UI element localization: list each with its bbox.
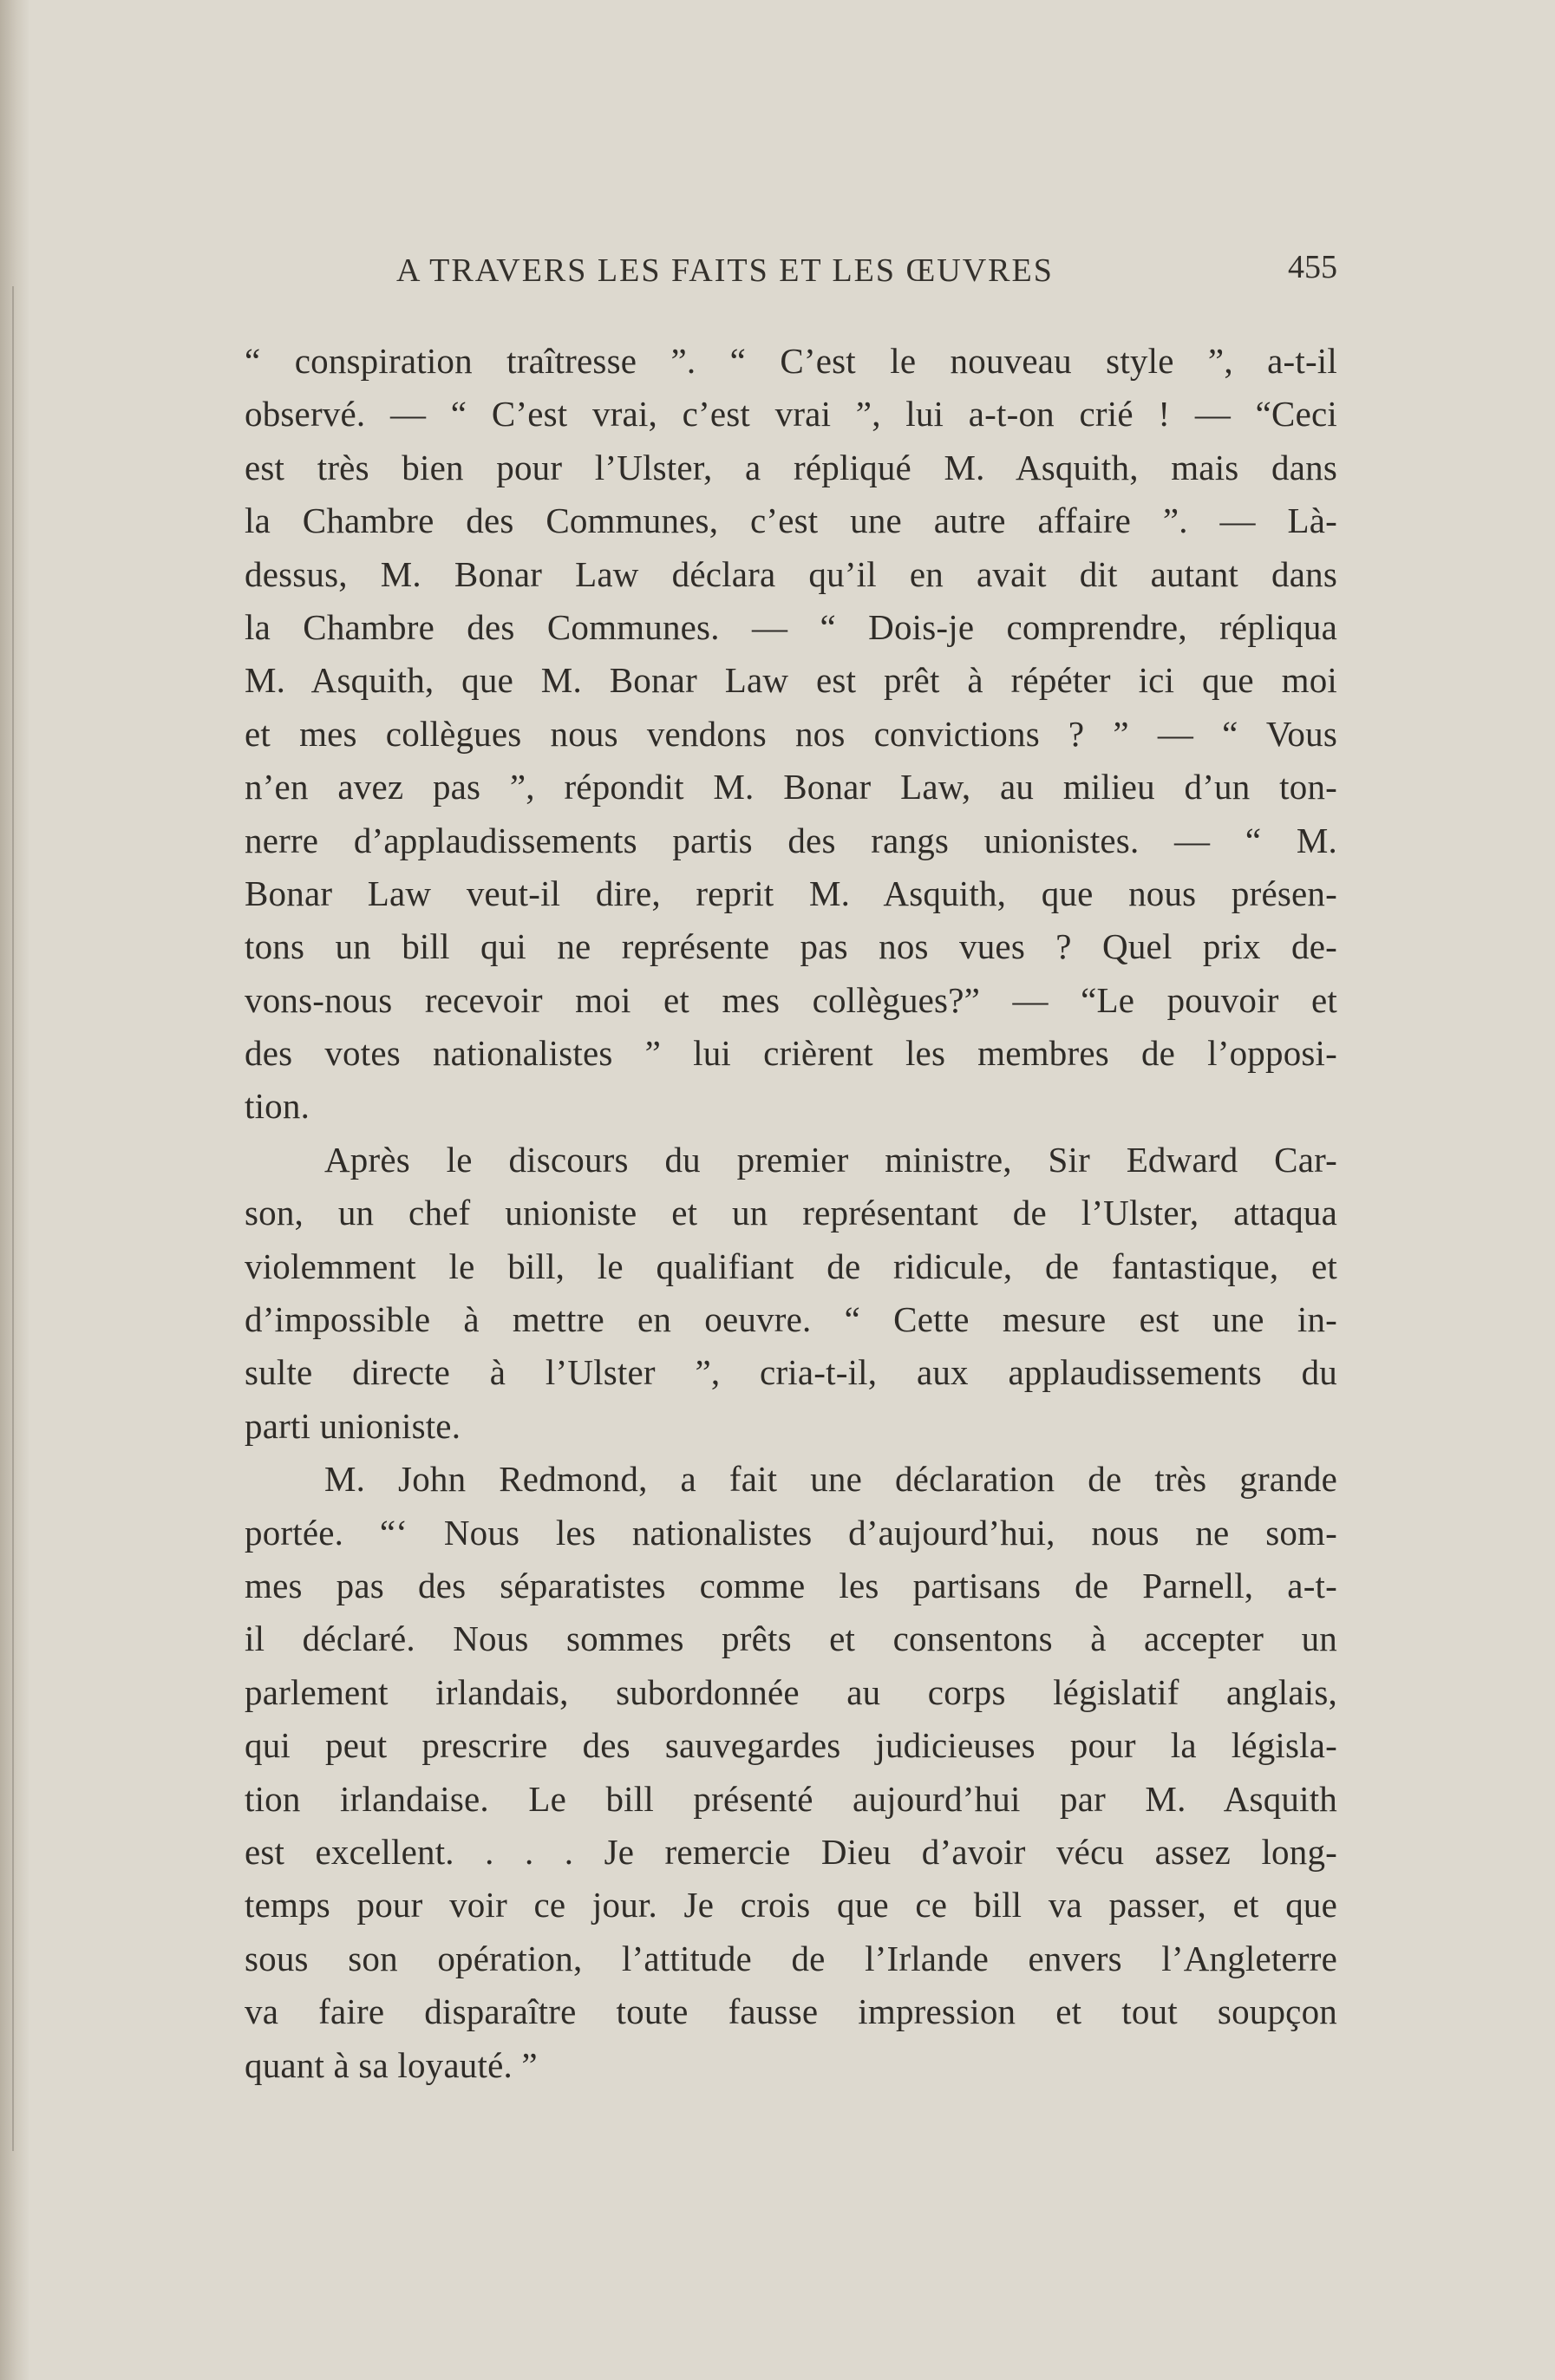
text-line: M. Asquith, que M. Bonar Law est prêt à répéter ici que moi	[245, 660, 1337, 701]
text-line: d’impossible à mettre en oeuvre. “ Cette mesure est une in-	[245, 1299, 1337, 1340]
text-line: son, un chef unioniste et un représentant de l’Ulster, attaqua	[245, 1193, 1337, 1233]
text-line: “ conspiration traîtresse ”. “ C’est le nouveau style ”, a-t-il	[245, 341, 1337, 381]
text-line: tion irlandaise. Le bill présenté aujourd’hui par M. Asquith	[245, 1778, 1337, 1819]
text-line: qui peut prescrire des sauvegardes judicieuses pour la législa-	[245, 1725, 1337, 1766]
text-line: violemment le bill, le qualifiant de ridicule, de fantastique, et	[245, 1246, 1337, 1286]
text-line: sous son opération, l’attitude de l’Irlande envers l’Angleterre	[245, 1938, 1337, 1978]
text-line: M. John Redmond, a fait une déclaration de très grande	[324, 1459, 1337, 1500]
text-line: et mes collègues nous vendons nos convictions ? ” — “ Vous	[245, 713, 1337, 754]
text-line: est excellent. . . . Je remercie Dieu d’avoir vécu assez long-	[245, 1831, 1337, 1872]
paragraph-3	[245, 1453, 1337, 2092]
binding-edge	[12, 286, 14, 2151]
text-line: quant à sa loyauté. ”	[245, 2044, 538, 2085]
book-page	[245, 234, 1337, 2092]
text-line: vons-nous recevoir moi et mes collègues?” — “Le pouvoir et	[245, 979, 1337, 1020]
text-line: tons un bill qui ne représente pas nos vues ? Quel prix de-	[245, 926, 1337, 967]
text-line: observé. — “ C’est vrai, c’est vrai ”, lui a-t-on crié ! — “Ceci	[245, 394, 1337, 435]
paragraph-1	[245, 335, 1337, 1134]
body-text	[245, 335, 1337, 2092]
text-line: sulte directe à l’Ulster ”, cria-t-il, aux applaudissements du	[245, 1352, 1337, 1393]
text-line: la Chambre des Communes. — “ Dois-je comprendre, répliqua	[245, 606, 1337, 647]
text-line: mes pas des séparatistes comme les partisans de Parnell, a-t-	[245, 1565, 1337, 1605]
text-line: Bonar Law veut-il dire, reprit M. Asquith, que nous présen-	[245, 873, 1337, 913]
text-line: est très bien pour l’Ulster, a répliqué M. Asquith, mais dans	[245, 447, 1337, 487]
text-line: tion.	[245, 1086, 310, 1127]
text-line: n’en avez pas ”, répondit M. Bonar Law, au milieu d’un ton-	[245, 767, 1337, 808]
text-line: nerre d’applaudissements partis des rangs unionistes. — “ M.	[245, 820, 1337, 860]
text-line: temps pour voir ce jour. Je crois que ce bill va passer, et que	[245, 1885, 1337, 1926]
text-line: va faire disparaître toute fausse impression et tout soupçon	[245, 1991, 1337, 2032]
page-gutter-shadow	[0, 0, 29, 2380]
text-line: des votes nationalistes ” lui crièrent les membres de l’opposi-	[245, 1033, 1337, 1074]
text-line: portée. “‘ Nous les nationalistes d’aujourd’hui, nous ne som-	[245, 1512, 1337, 1553]
paragraph-2	[245, 1134, 1337, 1453]
text-line: la Chambre des Communes, c’est une autre affaire ”. — Là-	[245, 500, 1337, 541]
page-number: 455	[1288, 249, 1337, 285]
text-line: il déclaré. Nous sommes prêts et consentons à accepter un	[245, 1618, 1337, 1659]
text-line: dessus, M. Bonar Law déclara qu’il en avait dit autant dans	[245, 553, 1337, 594]
text-line: Après le discours du premier ministre, Sir Edward Car-	[324, 1139, 1337, 1180]
text-line: parti unioniste.	[245, 1405, 461, 1446]
running-title: A TRAVERS LES FAITS ET LES ŒUVRES	[396, 252, 1054, 289]
running-header	[245, 234, 1337, 304]
text-line: parlement irlandais, subordonnée au corps législatif anglais,	[245, 1671, 1337, 1712]
